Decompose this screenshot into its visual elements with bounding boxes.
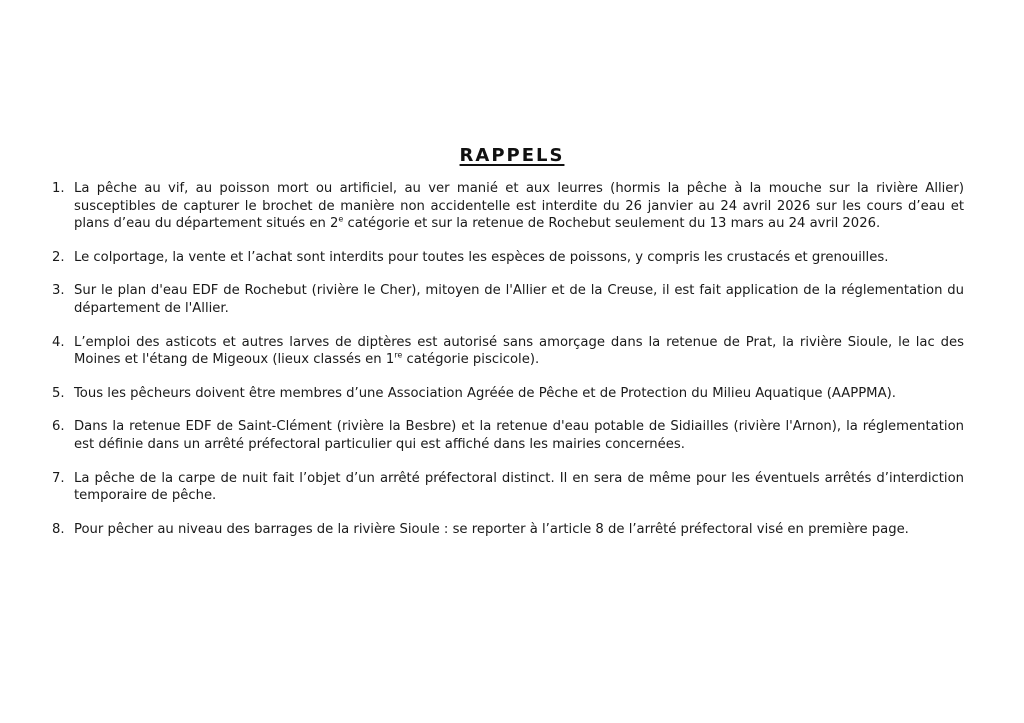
list-item-text: L’emploi des asticots et autres larves de diptères est autorisé sans amorçage dans la retenue de Prat, la rivière Sioule, le lac des Moines et l'étang de Migeoux (lieux classés en 1re catégorie piscicole). bbox=[74, 334, 964, 368]
list-item-text: Tous les pêcheurs doivent être membres d’une Association Agréée de Pêche et de Protection du Milieu Aquatique (AAPPMA). bbox=[74, 385, 896, 401]
list-item-number: 7. bbox=[52, 470, 65, 486]
list-item-6 bbox=[52, 418, 964, 453]
page-title bbox=[0, 145, 1024, 166]
list-item-number: 6. bbox=[52, 419, 65, 435]
superscript: re bbox=[394, 350, 403, 360]
list-item-number: 3. bbox=[52, 283, 65, 299]
list-item-5 bbox=[52, 385, 964, 403]
list-item-2 bbox=[52, 249, 964, 267]
list-item-number: 4. bbox=[52, 334, 65, 350]
list-item-3 bbox=[52, 282, 964, 317]
list-item-7 bbox=[52, 470, 964, 505]
rules-list bbox=[52, 180, 964, 538]
list-item-text: Pour pêcher au niveau des barrages de la rivière Sioule : se reporter à l’article 8 de l’arrêté préfectoral visé en première page. bbox=[74, 521, 909, 537]
list-item-number: 2. bbox=[52, 249, 65, 265]
page-title-text: RAPPELS bbox=[459, 145, 565, 166]
list-item-number: 5. bbox=[52, 385, 65, 401]
list-item-1 bbox=[52, 180, 964, 233]
list-item-text: Sur le plan d'eau EDF de Rochebut (rivière le Cher), mitoyen de l'Allier et de la Creuse, il est fait application de la réglementation du département de l'Allier. bbox=[74, 283, 964, 316]
superscript: e bbox=[338, 214, 344, 224]
list-item-8 bbox=[52, 521, 964, 539]
list-item-text: Le colportage, la vente et l’achat sont interdits pour toutes les espèces de poissons, y compris les crustacés et grenouilles. bbox=[74, 249, 889, 265]
list-item-text: Dans la retenue EDF de Saint-Clément (rivière la Besbre) et la retenue d'eau potable de Sidiailles (rivière l'Arnon), la réglementation est définie dans un arrêté préfectoral particulier qui est affiché dans les mairies concernées. bbox=[74, 419, 964, 452]
list-item-number: 1. bbox=[52, 181, 65, 196]
list-item-text: La pêche au vif, au poisson mort ou artificiel, au ver manié et aux leurres (hormis la pêche à la mouche sur la rivière Allier) susceptibles de capturer le brochet de manière non accidentelle est interdite du 26 janvier au 24 avril 2026 sur les cours d’eau et plans d’eau du département situés en 2e catégorie et sur la retenue de Rochebut seulement du 13 mars au 24 avril 2026. bbox=[74, 181, 964, 232]
list-item-number: 8. bbox=[52, 521, 65, 537]
list-item-text: La pêche de la carpe de nuit fait l’objet d’un arrêté préfectoral distinct. Il en sera de même pour les éventuels arrêtés d’interdiction temporaire de pêche. bbox=[74, 470, 964, 504]
list-item-4 bbox=[52, 334, 964, 369]
